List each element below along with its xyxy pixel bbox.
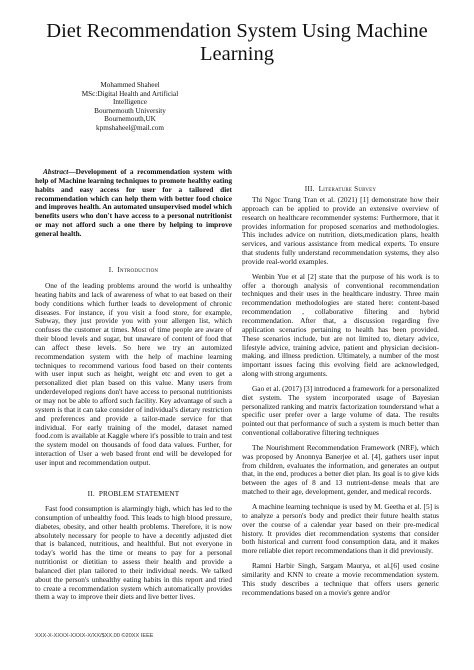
survey-paragraph: Gao et al. (2017) [3] introduced a framework for a personalized diet system. The system incorporated usage of Bayesian personalized ranking and matrix factorization tounderstand what a specific user prefer over a large volume of data. The results pointed out that performance of such a system is much better than conventional collaborative filtering techniques xyxy=(242,383,439,438)
author-degree-cont: Intelligence xyxy=(113,98,147,107)
section-heading-survey xyxy=(242,185,439,194)
section-title: Introduction xyxy=(117,266,159,274)
section-numeral: I. xyxy=(108,266,114,274)
problem-section xyxy=(35,490,232,602)
section-heading-problem xyxy=(35,490,232,499)
intro-paragraph: One of the leading problems around the world is unhealthy heating habits and lack of awareness of what to eat based on their body conditions which further leads to development of chronic diseases. For instance, if you visit a food store, for example, Subway, they just provide you with your allergen list, which confuses the customer at times. Most of time people are aware of their blood levels and sugar, but unaware of content of food that can affect these levels. So here we try an automized recommendation system with the help of machine learning techniques to recommend various food based on their contents with user input such as height, weight etc and even to get a personalized diet plan based on this value. Many users from underdeveloped regions don't have access to personal nutritionists or may not be able to afford such facility. Key advantage of such a system is that it can take consider of individual's dietary restriction and preferences and provide a tailor-made service for that individual. For early training of the model, dataset named food.com is available at Kaggle where it's possible to train and test the system model on thousands of food data values. Further, for interaction of User a web based front end will be developed for user input and recommendation output. xyxy=(35,281,232,467)
author-university: Bournemouth University xyxy=(94,106,166,115)
copyright-footer: XXX-X-XXXX-XXXX-X/XX/$XX.00 ©20XX IEEE xyxy=(35,633,154,639)
section-numeral: III. xyxy=(304,185,315,193)
paper-title: Diet Recommendation System Using Machine Learning xyxy=(46,20,428,65)
section-numeral: II. xyxy=(87,490,95,498)
intro-section xyxy=(35,266,232,468)
author-block xyxy=(40,81,220,133)
abstract-text: —Development of a recommendation system with help of Machine learning techniques to promote healthy eating habits and easy access for user for a tailored diet recommendation which can help them with better food choice and improves health. An automated unsupervised model which benefits users who don't have access to a personal nutritionist or may not afford such a one there by helping to improve general health. xyxy=(35,167,232,238)
survey-paragraph: A machine learning technique is used by M. Geetha et al. [5] is to analyze a person's body and predict their future health status over the course of a calendar year based on their pre-medical history. It provides diet recommendation systems that consider both historical and current food consumption data, and it makes more reliable diet report recommendations than it did previously. xyxy=(242,502,439,556)
abstract-section xyxy=(35,168,232,239)
survey-paragraph: Wenbin Yue et al [2] state that the purpose of his work is to offer a thorough analysis of conventional recommendation techniques and their uses in the healthcare industry. Three main recommendation methodologies are stated here: content-based recommendation , collaborative filtering and hybrid recommendation. After that, a discussion regarding five application scenarios pertaining to health has been provided. These scenarios include, but are not limited to, dietary advice, lifestyle advice, training advice, patient and physician decision-making, and illness prediction. Ultimately, a number of the most important issues facing this evolving field are acknowledged, along with strong arguments. xyxy=(242,271,439,379)
survey-paragraph: The Nourishment Recommendation Framework (NRF), which was proposed by Anonnya Banerjee et al. [4], gathers user input from children, evaluates the information, and generates an output that, in the end, produces a better diet plan. Its goal is to give kids between the ages of 8 and 13 nutrient-dense meals that are matched to their age, development, gender, and medical records. xyxy=(242,442,439,497)
section-heading-introduction xyxy=(35,266,232,275)
section-title: Literature Survey xyxy=(318,185,377,193)
survey-paragraph: Thi Ngoc Trang Tran et al. (2021) [1] demonstrate how their approach can be applied to provide an extensive overview of research on healthcare recommender systems: Furthermore, that it provides information for proposed scenarios and methodologies. This includes advice on nutrition, diets,medication plans, health services, and various assistance from medical experts. To ensure that students fully understand recommendation systems, they also provide real-world examples. xyxy=(242,195,439,266)
author-name: Mohammed Shaheel xyxy=(100,81,160,89)
section-title: PROBLEM STATEMENT xyxy=(98,490,180,498)
author-location: Bournemouth,UK xyxy=(104,115,156,124)
author-degree: MSc:Digital Health and Artificial xyxy=(81,89,179,98)
author-email[interactable]: kpmshaheel@mail.com xyxy=(96,123,164,132)
survey-paragraph: Ramni Harbir Singh, Sargam Maurya, et al.[6] used cosine similarity and KNN to create a movie recommendation system. This study describes a technique that offers users generic recommendations based on a movie's genre and/or xyxy=(242,561,439,597)
abstract-label: Abstract xyxy=(43,167,69,176)
abstract xyxy=(35,168,232,239)
survey-section xyxy=(242,185,439,597)
problem-paragraph: Fast food consumption is alarmingly high, which has led to the consumption of unhealthy food. This leads to high blood pressure, diabetes, obesity, and other health problems. Therefore, it is now absolutely necessary for people to have a decently adjusted diet that is balanced, nutritious, and healthful. But not everyone in today's world has the time or means to pay for a personal nutritionist or dietitian to assess their health and provide a balanced diet plan tailored to their individual needs. We talked about the person's unhealthy eating habits in this report and tried to create a recommendation system which automatically provides them a way to improve their diets and live better lives. xyxy=(35,504,232,602)
